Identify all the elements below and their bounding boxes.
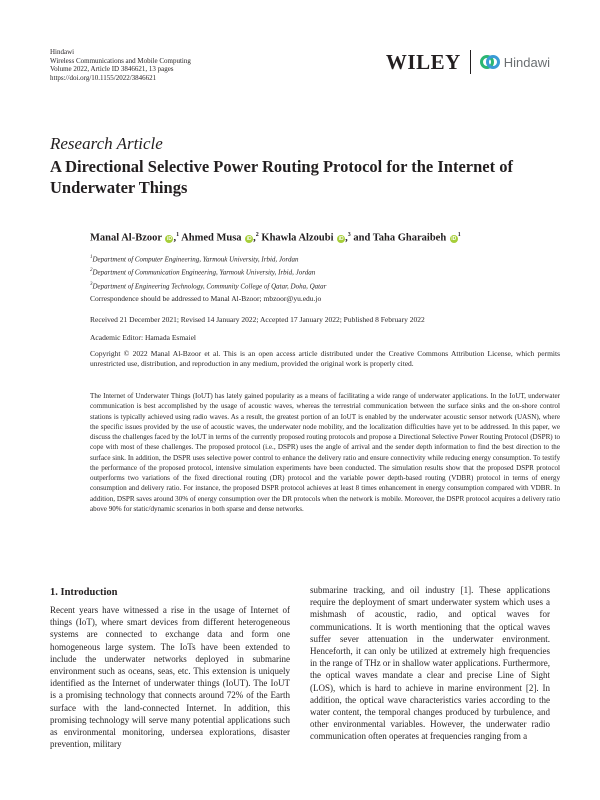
publication-dates: Received 21 December 2021; Revised 14 January 2022; Accepted 17 January 2022; Published 8 February 2022: [90, 315, 425, 324]
copyright-notice: Copyright © 2022 Manal Al-Bzoor et al. This is an open access article distributed under the Creative Commons Attribution License, which permits unrestricted use, distribution, and reproduction in any medium, provided the original work is properly cited.: [90, 349, 560, 368]
author-affil-sup: 1: [176, 232, 180, 238]
author-name[interactable]: Ahmed Musa: [181, 232, 242, 244]
correspondence: Correspondence should be addressed to Manal Al-Bzoor; mbzoor@yu.edu.jo: [90, 294, 322, 303]
journal-volume: Volume 2022, Article ID 3846621, 13 pages: [50, 65, 174, 74]
section-heading: 1. Introduction: [50, 587, 118, 598]
affiliation-item: $^2$Department of Communication Engineering, Yarmouk University, Irbid, Jordan: [90, 268, 316, 277]
intro-column-left: Recent years have witnessed a rise in the usage of Internet of things (IoT), where smart devices from different heterogeneous systems are connected to exchange data and form one homogeneous large system. The IoTs have been extended to include the underwater networks deployed in submarine environment such as oceans, seas, etc. This extension is uniquely identified as the Internet of underwater things (IoUT). The IoUT is a promising technology that connects around 72% of the Earth surface with the land-connected Internet. In addition, this promising technology will serve many potential applications such as environmental monitoring, undersea explorations, disaster prevention, military: [50, 605, 290, 750]
intro-column-right: submarine tracking, and oil industry [1]. These applications require the deployment of smart underwater system which uses a mishmash of acoustic, radio, and optical waves for communications. It is worth mentioning that the optical waves suffer sever attenuation in the underwater environment. Henceforth, it can only be utilized at extremely high frequencies in the range of THz or in shallow water applications. Furthermore, the optical waves mandate a clear and precise Line of Sight (LOS), which is hard to achieve in marine environment [2]. In addition, the optical wave characteristics varies according to the water content, the temporal changes produced by turbulence, and other environmental variables. However, the underwater radio communication often operates at frequencies ranging from a: [310, 585, 550, 742]
wiley-logo: WILEY: [385, 49, 461, 74]
author-name[interactable]: Khawla Alzoubi: [261, 232, 334, 244]
orcid-icon[interactable]: iD: [451, 235, 457, 242]
academic-editor: Academic Editor: Hamada Esmaiel: [90, 333, 196, 342]
author-affil-sup: 3: [347, 232, 351, 238]
hindawi-mark-icon: [480, 52, 500, 72]
orcid-icon[interactable]: iD: [338, 235, 344, 242]
author-name[interactable]: Manal Al-Bzoor: [90, 232, 162, 244]
hindawi-wordmark: Hindawi: [503, 54, 550, 70]
author-list: Manal Al-Bzoor iD ,$^1$ Ahmed Musa iD ,$^2$ Khawla Alzoubi iD ,$^3$ and Taha Gharaibeh $iD^1$: [90, 232, 461, 244]
author-affil-sup: 1: [457, 232, 461, 238]
author-and: and: [353, 232, 371, 244]
journal-info: [50, 48, 250, 82]
journal-publisher: Hindawi: [50, 48, 75, 56]
author-affil-sup: 2: [255, 232, 259, 238]
affiliation-item: $^1$Department of Computer Engineering, Yarmouk University, Irbid, Jordan: [90, 255, 299, 264]
orcid-icon[interactable]: iD: [166, 235, 172, 242]
orcid-icon[interactable]: iD: [246, 235, 252, 242]
abstract: The Internet of Underwater Things (IoUT) has lately gained popularity as a means of facilitating a wide range of underwater applications. In the IoUT, underwater communication is best accomplished by the usage of acoustic waves, whereas the terrestrial communication between the surface sinks and the on-shore control stations is typically achieved using radio waves. As a result, the greatest portion of an IoUT is enabled by the underwater acoustic sensor network (UASN), where the specific issues provided by the use of acoustic waves, the underwater node mobility, and the localization difficulties have yet to be addressed. In this paper, we discuss the challenges faced by the IoUT in terms of the currently proposed routing protocols and propose a Directional Selective Power Routing Protocol (DSPR) to cope with most of these challenges. The proposed protocol (i.e., DSPR) uses the angle of arrival and the sender depth information to find the best direction to the surface sink. In addition, the DSPR uses selective power control to enhance the delivery ratio and ensure connectivity while reducing energy consumption. To testify the performance of the proposed protocol, intensive simulation experiments have been conducted. The simulation results show that the proposed DSPR protocol outperforms two variations of the fixed directional routing (DR) protocol and the variable power depth-based routing (VDBR) protocol in terms of energy consumption and delivery ratio. For instance, the proposed DSPR protocol achieves at least 8 times enhancement in energy consumption compared with VDBR. In addition, DSPR saves around 30% of energy consumption over the DR protocols when the network is mobile. Moreover, the DSPR protocol acquires a delivery ratio above 90% for static/dynamic scenarios in both sparse and dense networks.: [90, 392, 560, 513]
article-type: Research Article: [50, 134, 163, 153]
journal-doi[interactable]: https://doi.org/10.1155/2022/3846621: [50, 73, 157, 82]
affiliations: [90, 252, 326, 292]
affiliation-item: $^3$Department of Engineering Technology, Community College of Qatar, Doha, Qatar: [90, 281, 327, 290]
journal-name: Wireless Communications and Mobile Computing: [50, 56, 191, 65]
author-name[interactable]: Taha Gharaibeh: [372, 232, 447, 244]
article-title: A Directional Selective Power Routing Protocol for the Internet of Underwater Things: [50, 157, 513, 197]
publisher-logos: [386, 50, 550, 74]
logo-divider: [470, 50, 471, 74]
hindawi-logo: [480, 52, 550, 72]
